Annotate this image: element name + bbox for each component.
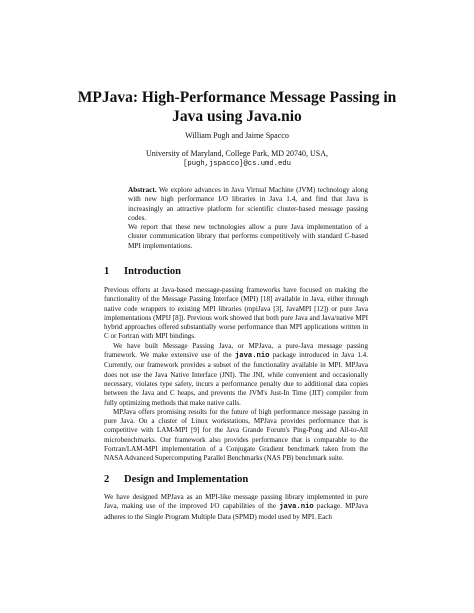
section-heading-introduction bbox=[104, 266, 181, 277]
intro-paragraph-2 bbox=[104, 342, 368, 408]
title-line-2: Java using Java.nio bbox=[172, 108, 302, 125]
design-paragraph-1 bbox=[104, 493, 368, 522]
intro-paragraph-1: Previous efforts at Java-based message-passing frameworks have focused on making the functionality of the Message Passing Interface (MPI) [18] available in Java, either through native code wrappers to existing MPI libraries (mpiJava [3], JavaMPI [12]) or pure Java implementations (MPIJ [8]). Previous work showed that both pure Java and Java/native MPI hybrid approaches offered substantially worse performance than MPI applications written in C or Fortran with MPI bindings. bbox=[104, 286, 368, 341]
design-body bbox=[104, 493, 368, 522]
abstract-text-1: We explore advances in Java Virtual Machine (JVM) technology along with new high performance I/O libraries in Java 1.4, and find that Java is increasingly an attractive platform for scientific cluster-based message passing codes. bbox=[128, 186, 368, 222]
intro-p2-text-b: package introduced in Java 1.4. Currently, our framework provides a subset of the functionality available in MPI. MPJava does not use the Java Native Interface (JNI). The JNI, while convenient and occasionally necessary, violates type safety, incurs a performance penalty due to additional data copies between the Java and C heaps, and prevents the JVM's Just-In Time (JIT) compiler from fully optimizing methods that make native calls. bbox=[104, 351, 369, 407]
intro-paragraph-3: MPJava offers promising results for the future of high performance message passing in pure Java. On a cluster of Linux workstations, MPJava provides performance that is competitive with LAM-MPI [9] for the Java Grande Forum's Ping-Pong and All-to-All microbenchmarks. Our framework also provides performance that is comparable to the Fortran/LAM-MPI implementation of a Conjugate Gradient benchmark taken from the NASA Advanced Supercomputing Parallel Benchmarks (NAS PB) benchmark suite. bbox=[104, 407, 368, 463]
abstract-label: Abstract. bbox=[128, 186, 157, 194]
section-heading-design bbox=[104, 474, 248, 485]
email: [pugh,jspacco]@cs.umd.edu bbox=[183, 160, 291, 168]
abstract-paragraph-1 bbox=[128, 186, 368, 223]
section-title: Introduction bbox=[124, 266, 181, 277]
section-number: 2 bbox=[104, 474, 110, 485]
affiliation bbox=[0, 149, 474, 169]
intro-p2-text-a: We have built Message Passing Java, or MPJava, a pure-Java message passing framework. We make extensive use of the bbox=[104, 341, 368, 360]
affiliation-line: University of Maryland, College Park, MD 20740, USA, bbox=[146, 149, 328, 158]
section-number: 1 bbox=[104, 266, 110, 277]
code-java-nio: java.nio bbox=[234, 352, 270, 361]
design-p1-text-b: package. MPJava adheres to the Single Program Multiple Data (SPMD) model used by MPI. Each bbox=[104, 502, 368, 521]
authors: William Pugh and Jaime Spacco bbox=[185, 131, 289, 140]
introduction-body bbox=[104, 286, 368, 464]
code-java-nio: java.nio bbox=[279, 503, 314, 512]
section-title: Design and Implementation bbox=[124, 474, 249, 485]
paper-title bbox=[0, 88, 474, 126]
design-p1-text-a: We have designed MPJava as an MPI-like message passing library implemented in pure Java, making use of the improved I/O capabilities of the bbox=[104, 493, 368, 511]
abstract bbox=[128, 186, 368, 251]
abstract-paragraph-2: We report that these new technologies allow a pure Java implementation of a cluster communication library that performs competitively with standard C-based MPI implementations. bbox=[128, 223, 368, 250]
title-line-1: MPJava: High-Performance Message Passing in bbox=[77, 89, 397, 106]
